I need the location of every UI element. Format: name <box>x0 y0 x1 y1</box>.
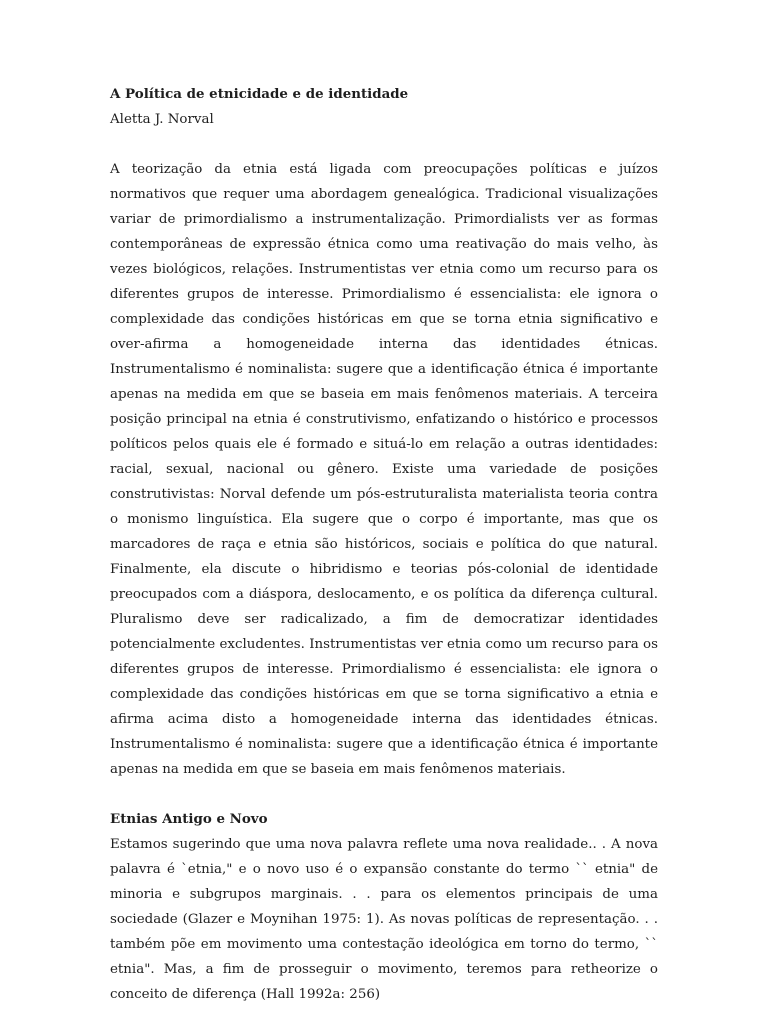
document-title: A Política de etnicidade e de identidade <box>110 86 409 102</box>
document-page <box>110 82 658 1007</box>
body-paragraph-2: Estamos sugerindo que uma nova palavra reflete uma nova realidade.. . A nova palavra é `etnia," e o novo uso é o expansão constante do termo `` etnia" de minoria e subgrupos marginais. . . para os elementos principais de uma sociedade (Glazer e Moynihan 1975: 1). As novas políticas de representação. . . também põe em movimento uma contestação ideológica em torno do termo, `` etnia". Mas, a fim de prosseguir o movimento, teremos para retheorize o conceito de diferença (Hall 1992a: 256) <box>110 837 658 1002</box>
section-heading: Etnias Antigo e Novo <box>110 811 268 827</box>
blank-line <box>110 132 658 157</box>
blank-line <box>110 782 658 807</box>
body-paragraph-1: A teorização da etnia está ligada com preocupações políticas e juízos normativos que requer uma abordagem genealógica. Tradicional visualizações variar de primordialismo a instrumentalização. Primordialists ver as formas contemporâneas de expressão étnica como uma reativação do mais velho, às vezes biológicos, relações. Instrumentistas ver etnia como um recurso para os diferentes grupos de interesse. Primordialismo é essencialista: ele ignora o complexidade das condições históricas em que se torna etnia significativo e over-afirma a homogeneidade interna das identidades étnicas. Instrumentalismo é nominalista: sugere que a identificação étnica é importante apenas na medida em que se baseia em mais fenômenos materiais. A terceira posição principal na etnia é construtivismo, enfatizando o histórico e processos políticos pelos quais ele é formado e situá-lo em relação a outras identidades: racial, sexual, nacional ou gênero. Existe uma variedade de posições construtivistas: Norval defende um pós-estruturalista materialista teoria contra o monismo linguística. Ela sugere que o corpo é importante, mas que os marcadores de raça e etnia são históricos, sociais e política do que natural. Finalmente, ela discute o hibridismo e teorias pós-colonial de identidade preocupados com a diáspora, deslocamento, e os política da diferença cultural. Pluralismo deve ser radicalizado, a fim de democratizar identidades potencialmente excludentes. Instrumentistas ver etnia como um recurso para os diferentes grupos de interesse. Primordialismo é essencialista: ele ignora o complexidade das condições históricas em que se torna significativo a etnia e afirma acima disto a homogeneidade interna das identidades étnicas. Instrumentalismo é nominalista: sugere que a identificação étnica é importante apenas na medida em que se baseia em mais fenômenos materiais. <box>110 162 658 777</box>
document-author: Aletta J. Norval <box>110 112 214 127</box>
